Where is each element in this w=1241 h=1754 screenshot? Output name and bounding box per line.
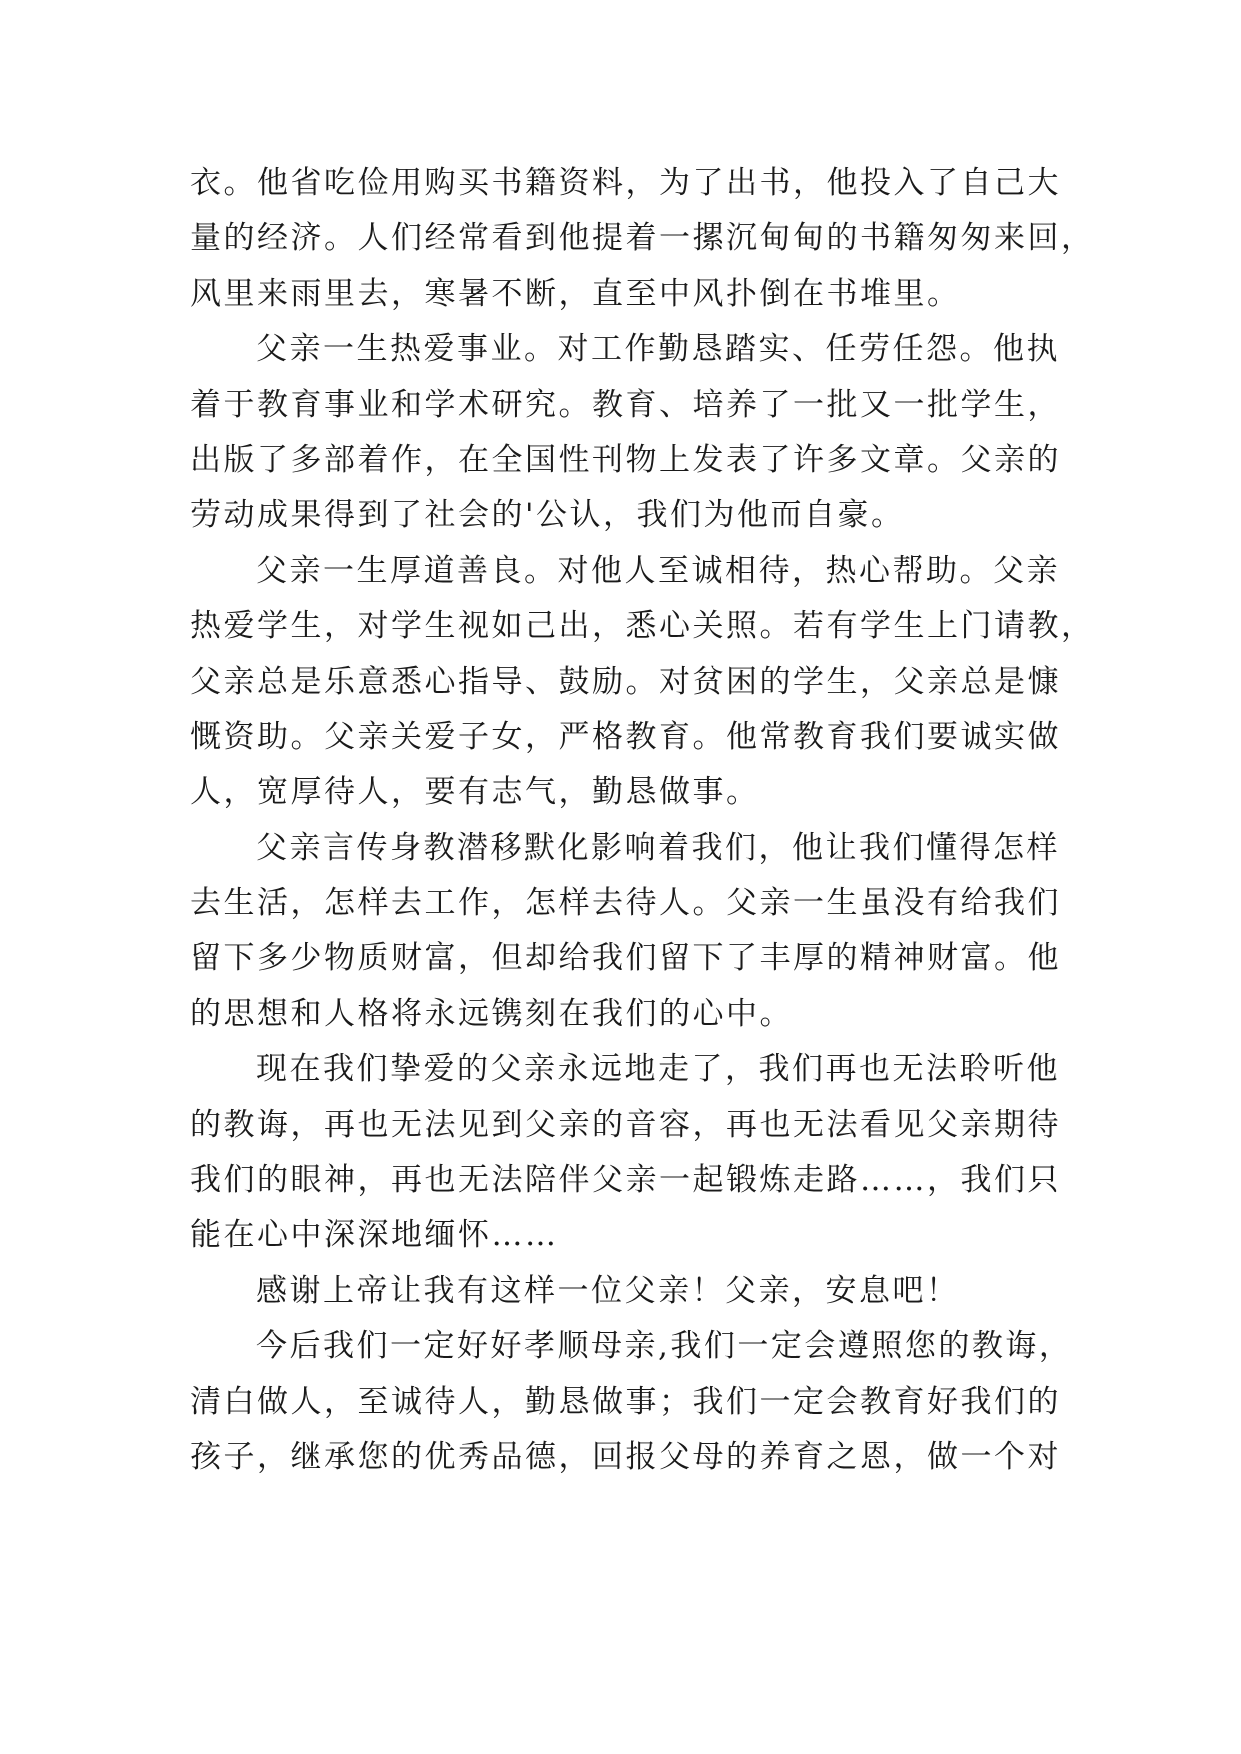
- text-line: 着于教育事业和学术研究。教育、培养了一批又一批学生，: [190, 386, 1061, 423]
- text-line: 衣。他省吃俭用购买书籍资料，为了出书，他投入了自己大: [190, 165, 1061, 201]
- paragraph-start-line: 现在我们挚爱的父亲永远地走了，我们再也无法聆听他: [256, 1051, 1060, 1088]
- paragraph-start-line: 父亲言传身教潜移默化影响着我们，他让我们懂得怎样: [256, 829, 1060, 866]
- text-line: 人，宽厚待人，要有志气，勤恳做事。: [190, 774, 760, 811]
- body-text: [190, 156, 1095, 1485]
- paragraph-start-line: 感谢上帝让我有这样一位父亲！父亲，安息吧！: [256, 1272, 960, 1309]
- text-line: 父亲总是乐意悉心指导、鼓励。对贫困的学生，父亲总是慷: [190, 663, 1061, 700]
- text-line: 慨资助。父亲关爱子女，严格教育。他常教育我们要诚实做: [190, 718, 1061, 755]
- text-line: 出版了多部着作，在全国性刊物上发表了许多文章。父亲的: [190, 441, 1061, 478]
- text-line: 热爱学生，对学生视如己出，悉心关照。若有学生上门请教，: [190, 608, 1095, 645]
- text-line: 清白做人，至诚待人，勤恳做事；我们一定会教育好我们的: [190, 1383, 1061, 1420]
- paragraph-start-line: 父亲一生厚道善良。对他人至诚相待，热心帮助。父亲: [256, 552, 1060, 589]
- text-line: 我们的眼神，再也无法陪伴父亲一起锻炼走路……，我们只: [190, 1162, 1061, 1199]
- text-line: 能在心中深深地缅怀……: [190, 1217, 559, 1254]
- text-line: 去生活，怎样去工作，怎样去待人。父亲一生虽没有给我们: [190, 885, 1061, 922]
- text-line: 的教诲，再也无法见到父亲的音容，再也无法看见父亲期待: [190, 1106, 1061, 1143]
- paragraph-start-line: 父亲一生热爱事业。对工作勤恳踏实、任劳任怨。他执: [256, 331, 1060, 368]
- text-line: 劳动成果得到了社会的'公认，我们为他而自豪。: [190, 497, 905, 534]
- paragraph-start-line: 今后我们一定好好孝顺母亲,我们一定会遵照您的教诲，: [256, 1328, 1073, 1365]
- text-line: 留下多少物质财富，但却给我们留下了丰厚的精神财富。他: [190, 940, 1061, 977]
- text-line: 风里来雨里去，寒暑不断，直至中风扑倒在书堆里。: [190, 275, 961, 312]
- text-line: 的思想和人格将永远镌刻在我们的心中。: [190, 995, 793, 1032]
- text-line: 量的经济。人们经常看到他提着一摞沉甸甸的书籍匆匆来回，: [190, 220, 1095, 257]
- text-line: 孩子，继承您的优秀品德，回报父母的养育之恩，做一个对: [190, 1438, 1061, 1475]
